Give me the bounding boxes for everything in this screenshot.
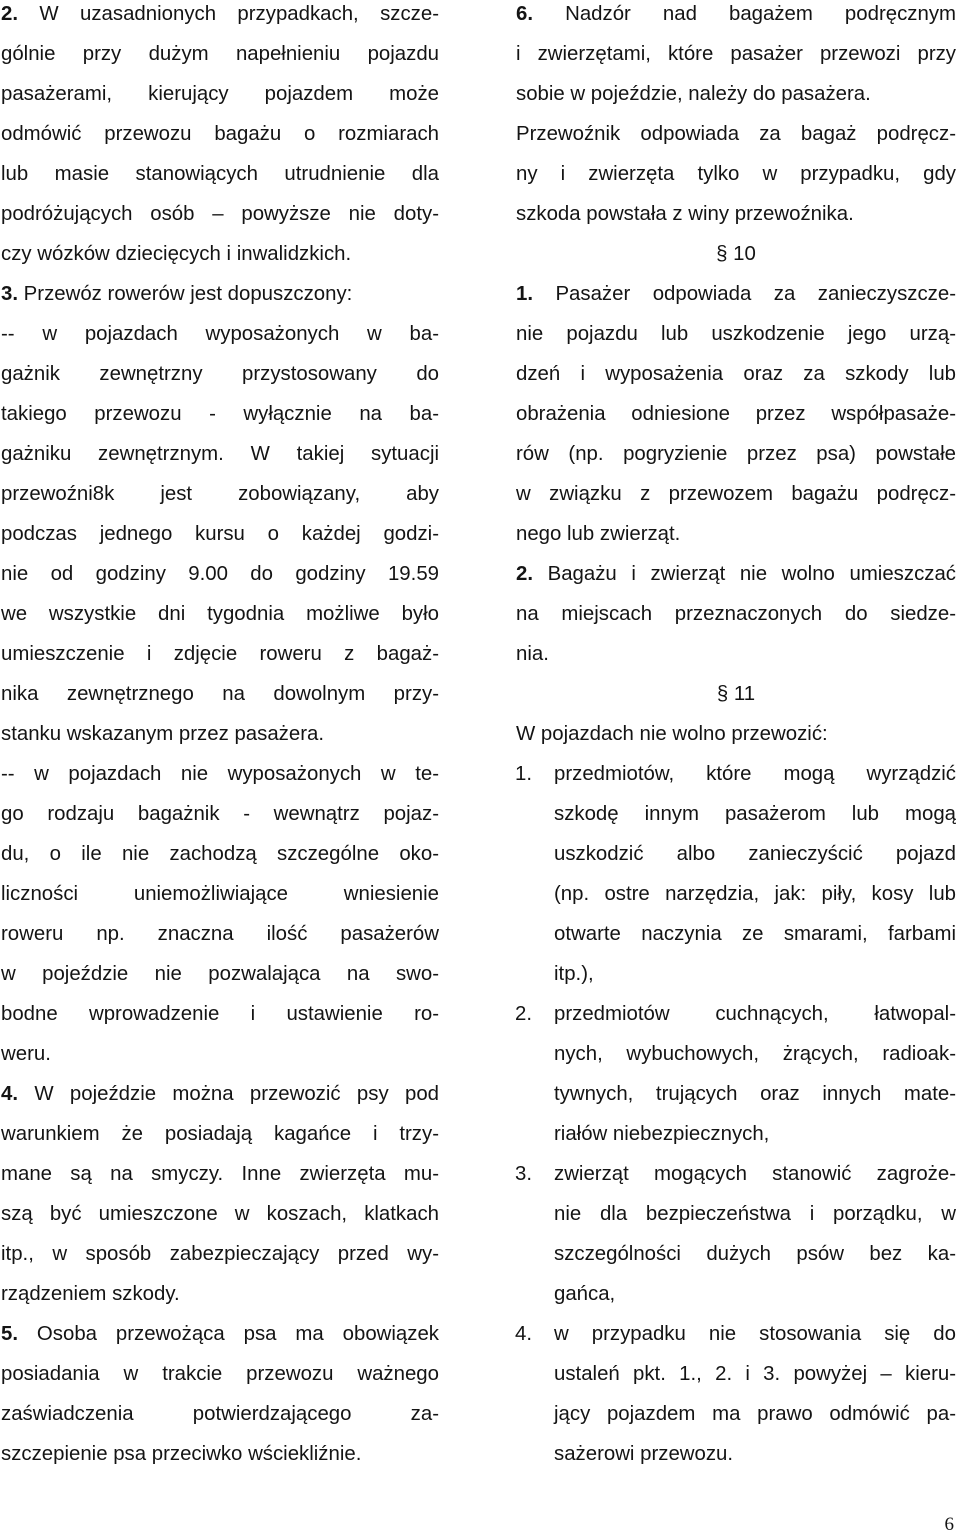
list-item-line: uszkodzić albo zanieczyścić pojazd: [554, 843, 956, 865]
paragraph-number: 2.: [516, 563, 534, 585]
paragraph-3-line: weru.: [1, 1043, 51, 1065]
paragraph-3-line: bodne wprowadzenie i ustawienie ro-: [1, 1003, 439, 1025]
list-item-number: 2.: [515, 1003, 533, 1025]
paragraph-2-line: lub masie stanowiących utrudnienie dla: [1, 163, 439, 185]
section-symbol: §: [716, 683, 729, 705]
paragraph-number: 2.: [1, 3, 19, 25]
paragraph-3-line: roweru np. znaczna ilość pasażerów: [1, 923, 439, 945]
list-item-line: sażerowi przewozu.: [554, 1443, 734, 1465]
list-item-line: w przypadku nie stosowania się do: [554, 1323, 956, 1345]
section-10-heading: § 10: [716, 243, 756, 265]
paragraph-5-line: zaświadczenia potwierdzającego za-: [1, 1403, 439, 1425]
section-11-heading: § 11: [716, 683, 756, 705]
paragraph-6-line: 6. Nadzór nad bagażem podręcznym: [516, 3, 956, 25]
list-item-line: szczególności dużych psów bez ka-: [554, 1243, 956, 1265]
paragraph-3-line: we wszystkie dni tygodnia możliwe było: [1, 603, 439, 625]
paragraph-number: 5.: [1, 1323, 19, 1345]
paragraph-3-line: umieszczenie i zdjęcie roweru z bagaż-: [1, 643, 439, 665]
paragraph-3-line: -- w pojazdach nie wyposażonych w te-: [1, 763, 439, 785]
list-item-line: otwarte naczynia ze smarami, farbami: [554, 923, 956, 945]
paragraph-number: 6.: [516, 3, 534, 25]
paragraph-3-line: stanku wskazanym przez pasażera.: [1, 723, 324, 745]
paragraph-3-line: w pojeździe nie pozwalająca na swo-: [1, 963, 439, 985]
paragraph-number: 4.: [1, 1083, 19, 1105]
paragraph-3-line: gażnik zewnętrzny przystosowany do: [1, 363, 439, 385]
section-10-paragraph-1-line: 1. Pasażer odpowiada za zanieczyszcze-: [516, 283, 956, 305]
paragraph-3-line: przewoźni8k jest zobowiązany, aby: [1, 483, 439, 505]
paragraph-2-line: 2. W uzasadnionych przypadkach, szcze-: [1, 3, 439, 25]
list-item-line: riałów niebezpiecznych,: [554, 1123, 770, 1145]
list-item-line: przedmiotów, które mogą wyrządzić: [554, 763, 956, 785]
paragraph-3-line: 3. Przewóz rowerów jest dopuszczony:: [1, 283, 353, 305]
list-item-line: zwierząt mogących stanowić zagroże-: [554, 1163, 956, 1185]
paragraph-2-line: odmówić przewozu bagażu o rozmiarach: [1, 123, 439, 145]
section-10-paragraph-1-line: obrażenia odniesione przez współpasaże-: [516, 403, 956, 425]
paragraph-6-line: szkoda powstała z winy przewoźnika.: [516, 203, 854, 225]
section-10-paragraph-1-line: nego lub zwierząt.: [516, 523, 681, 545]
paragraph-number: 3.: [1, 283, 19, 305]
section-symbol: §: [716, 243, 728, 265]
paragraph-3-line: du, o ile nie zachodzą szczególne oko-: [1, 843, 439, 865]
page-number: 6: [944, 1514, 954, 1535]
paragraph-3-line: gażniku zewnętrznym. W takiej sytuacji: [1, 443, 439, 465]
paragraph-6-line: Przewoźnik odpowiada za bagaż podręcz-: [516, 123, 956, 145]
list-item-line: szkodę innym pasażerom lub mogą: [554, 803, 956, 825]
section-10-paragraph-1-line: rów (np. pogryzienie przez psa) powstałe: [516, 443, 956, 465]
paragraph-number: 1.: [516, 283, 534, 305]
list-item-line: gańca,: [554, 1283, 616, 1305]
section-10-paragraph-2-line: na miejscach przeznaczonych do siedze-: [516, 603, 956, 625]
paragraph-4-line: itp., w sposób zabezpieczający przed wy-: [1, 1243, 439, 1265]
paragraph-3-line: -- w pojazdach wyposażonych w ba-: [1, 323, 439, 345]
list-item-number: 3.: [515, 1163, 533, 1185]
paragraph-5-line: 5. Osoba przewożąca psa ma obowiązek: [1, 1323, 439, 1345]
list-item-line: (np. ostre narzędzia, jak: piły, kosy lub: [554, 883, 956, 905]
paragraph-3-line: nie od godziny 9.00 do godziny 19.59: [1, 563, 439, 585]
paragraph-2-line: podróżujących osób – powyższe nie doty-: [1, 203, 439, 225]
paragraph-5-line: posiadania w trakcie przewozu ważnego: [1, 1363, 439, 1385]
paragraph-3-line: podczas jednego kursu o każdej godzi-: [1, 523, 439, 545]
section-11-intro: W pojazdach nie wolno przewozić:: [516, 723, 828, 745]
paragraph-2-line: gólnie przy dużym napełnieniu pojazdu: [1, 43, 439, 65]
list-item-line: ustaleń pkt. 1., 2. i 3. powyżej – kieru-: [554, 1363, 956, 1385]
paragraph-6-line: ny i zwierzęta tylko w przypadku, gdy: [516, 163, 956, 185]
list-item-line: itp.),: [554, 963, 594, 985]
paragraph-3-line: takiego przewozu - wyłącznie na ba-: [1, 403, 439, 425]
section-10-paragraph-1-line: dzeń i wyposażenia oraz za szkody lub: [516, 363, 956, 385]
paragraph-6-line: i zwierzętami, które pasażer przewozi przy: [516, 43, 956, 65]
paragraph-2-line: czy wózków dziecięcych i inwalidzkich.: [1, 243, 352, 265]
list-item-number: 1.: [515, 763, 533, 785]
paragraph-4-line: 4. W pojeździe można przewozić psy pod: [1, 1083, 439, 1105]
section-10-paragraph-1-line: w związku z przewozem bagażu podręcz-: [516, 483, 956, 505]
list-item-line: przedmiotów cuchnących, łatwopal-: [554, 1003, 956, 1025]
paragraph-3-line: nika zewnętrznego na dowolnym przy-: [1, 683, 439, 705]
paragraph-2-line: pasażerami, kierujący pojazdem może: [1, 83, 439, 105]
list-item-number: 4.: [515, 1323, 533, 1345]
paragraph-6-line: sobie w pojeździe, należy do pasażera.: [516, 83, 871, 105]
list-item-line: tywnych, trujących oraz innych mate-: [554, 1083, 956, 1105]
paragraph-4-line: rządzeniem szkody.: [1, 1283, 180, 1305]
section-10-paragraph-1-line: nie pojazdu lub uszkodzenie jego urzą-: [516, 323, 956, 345]
paragraph-4-line: mane są na smyczy. Inne zwierzęta mu-: [1, 1163, 439, 1185]
paragraph-5-line: szczepienie psa przeciwko wściekliźnie.: [1, 1443, 362, 1465]
paragraph-3-line: liczności uniemożliwiające wniesienie: [1, 883, 439, 905]
list-item-line: jący pojazdem ma prawo odmówić pa-: [554, 1403, 956, 1425]
section-10-paragraph-2-line: 2. Bagażu i zwierząt nie wolno umieszczać: [516, 563, 956, 585]
paragraph-4-line: szą być umieszczone w koszach, klatkach: [1, 1203, 439, 1225]
paragraph-4-line: warunkiem że posiadają kagańce i trzy-: [1, 1123, 439, 1145]
list-item-line: nie dla bezpieczeństwa i porządku, w: [554, 1203, 956, 1225]
list-item-line: nych, wybuchowych, żrących, radioak-: [554, 1043, 956, 1065]
paragraph-3-line: go rodzaju bagażnik - wewnątrz pojaz-: [1, 803, 439, 825]
section-10-paragraph-2-line: nia.: [516, 643, 549, 665]
